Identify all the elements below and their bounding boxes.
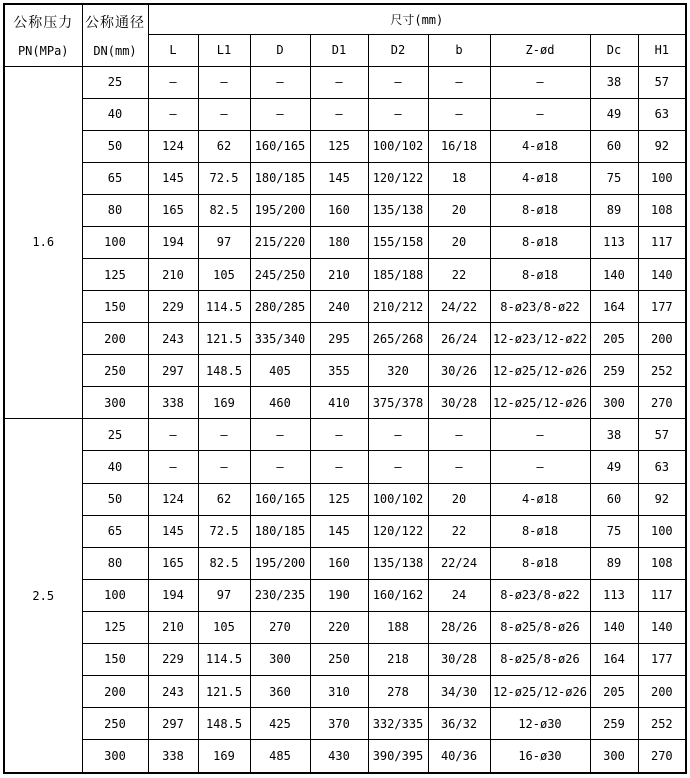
col-header-d: D (250, 34, 310, 66)
dimension-value-cell: 160/162 (368, 579, 428, 611)
dimension-table (3, 3, 687, 774)
dimension-value-cell: 100 (638, 515, 686, 547)
dn-value-cell: 200 (82, 675, 148, 707)
dimension-value-cell: 295 (310, 323, 368, 355)
pn-value-cell: 2.5 (4, 419, 82, 773)
col-header-dc: Dc (590, 34, 638, 66)
table-row (4, 483, 686, 515)
dn-value-cell: 40 (82, 451, 148, 483)
dimension-value-cell: 180 (310, 226, 368, 258)
dimension-value-cell: – (428, 451, 490, 483)
dimension-value-cell: – (250, 419, 310, 451)
dimension-value-cell: 75 (590, 162, 638, 194)
table-row (4, 675, 686, 707)
dimension-value-cell: 155/158 (368, 226, 428, 258)
dimension-value-cell: 100/102 (368, 130, 428, 162)
dimension-value-cell: 220 (310, 611, 368, 643)
dimension-value-cell: 200 (638, 675, 686, 707)
dimension-value-cell: 92 (638, 483, 686, 515)
dimension-value-cell: 89 (590, 194, 638, 226)
dn-value-cell: 65 (82, 515, 148, 547)
dimension-value-cell: 194 (148, 579, 198, 611)
dimension-value-cell: – (198, 419, 250, 451)
dimension-value-cell: 60 (590, 130, 638, 162)
dimension-value-cell: – (250, 66, 310, 98)
dn-value-cell: 150 (82, 291, 148, 323)
dimension-value-cell: 57 (638, 419, 686, 451)
dimension-value-cell: 120/122 (368, 515, 428, 547)
dimension-value-cell: 49 (590, 98, 638, 130)
dimension-value-cell: 114.5 (198, 643, 250, 675)
dimension-value-cell: 105 (198, 611, 250, 643)
dn-value-cell: 150 (82, 643, 148, 675)
dimension-value-cell: 63 (638, 451, 686, 483)
dn-value-cell: 125 (82, 258, 148, 290)
dimension-value-cell: 338 (148, 387, 198, 419)
col-header-d1: D1 (310, 34, 368, 66)
dimension-value-cell: 24/22 (428, 291, 490, 323)
dn-value-cell: 50 (82, 483, 148, 515)
dimension-value-cell: 194 (148, 226, 198, 258)
dimension-value-cell: 205 (590, 323, 638, 355)
dimension-value-cell: 215/220 (250, 226, 310, 258)
table-body (4, 66, 686, 773)
dimension-value-cell: 12-ø25/12-ø26 (490, 675, 590, 707)
dimension-value-cell: 195/200 (250, 547, 310, 579)
dimension-value-cell: 34/30 (428, 675, 490, 707)
dimension-value-cell: 63 (638, 98, 686, 130)
dimension-value-cell: 140 (590, 258, 638, 290)
table-row (4, 258, 686, 290)
dimension-value-cell: 12-ø30 (490, 708, 590, 740)
dimension-value-cell: 164 (590, 643, 638, 675)
dimension-value-cell: 145 (310, 515, 368, 547)
dimension-value-cell: 4-ø18 (490, 162, 590, 194)
dimension-value-cell: 145 (148, 162, 198, 194)
dimension-value-cell: 177 (638, 291, 686, 323)
dimension-value-cell: 160 (310, 547, 368, 579)
dn-value-cell: 100 (82, 579, 148, 611)
dimension-value-cell: 135/138 (368, 547, 428, 579)
col-header-l1: L1 (198, 34, 250, 66)
dn-value-cell: 125 (82, 611, 148, 643)
dimension-value-cell: 148.5 (198, 355, 250, 387)
dimension-value-cell: 22 (428, 258, 490, 290)
dimension-value-cell: 210 (310, 258, 368, 290)
dimension-value-cell: – (198, 451, 250, 483)
dimension-value-cell: 72.5 (198, 162, 250, 194)
col-header-h1: H1 (638, 34, 686, 66)
dimension-value-cell: 124 (148, 130, 198, 162)
dn-value-cell: 25 (82, 419, 148, 451)
dimension-value-cell: 145 (148, 515, 198, 547)
dimension-value-cell: 160/165 (250, 130, 310, 162)
col-header-size-group: 尺寸(mm) (148, 4, 686, 34)
dimension-value-cell: 121.5 (198, 675, 250, 707)
dimension-value-cell: 180/185 (250, 162, 310, 194)
dimension-value-cell: 62 (198, 130, 250, 162)
dimension-value-cell: 210 (148, 611, 198, 643)
dimension-value-cell: – (148, 451, 198, 483)
dimension-value-cell: 36/32 (428, 708, 490, 740)
col-header-diameter (82, 4, 148, 66)
dimension-value-cell: 145 (310, 162, 368, 194)
table-row (4, 226, 686, 258)
dimension-value-cell: – (310, 419, 368, 451)
dimension-value-cell: 160/165 (250, 483, 310, 515)
dn-value-cell: 300 (82, 387, 148, 419)
dimension-value-cell: 169 (198, 740, 250, 773)
table-row (4, 419, 686, 451)
dimension-value-cell: 297 (148, 708, 198, 740)
dimension-value-cell: 259 (590, 355, 638, 387)
table-row (4, 130, 686, 162)
dimension-value-cell: 360 (250, 675, 310, 707)
dimension-value-cell: 20 (428, 226, 490, 258)
dimension-value-cell: 4-ø18 (490, 483, 590, 515)
dimension-value-cell: 245/250 (250, 258, 310, 290)
dimension-value-cell: 117 (638, 226, 686, 258)
dimension-value-cell: – (148, 66, 198, 98)
dimension-value-cell: 160 (310, 194, 368, 226)
dimension-value-cell: 124 (148, 483, 198, 515)
dimension-value-cell: 30/28 (428, 387, 490, 419)
table-row (4, 611, 686, 643)
dn-value-cell: 250 (82, 355, 148, 387)
dimension-value-cell: 310 (310, 675, 368, 707)
dimension-value-cell: 165 (148, 547, 198, 579)
dimension-value-cell: 230/235 (250, 579, 310, 611)
dimension-value-cell: 375/378 (368, 387, 428, 419)
table-row (4, 740, 686, 773)
pressure-header-unit: PN(MPa) (17, 44, 69, 59)
dimension-value-cell: 105 (198, 258, 250, 290)
dimension-value-cell: 270 (638, 740, 686, 773)
dimension-value-cell: 460 (250, 387, 310, 419)
dimension-value-cell: 229 (148, 643, 198, 675)
dimension-value-cell: 243 (148, 675, 198, 707)
dimension-value-cell: 177 (638, 643, 686, 675)
dimension-value-cell: 49 (590, 451, 638, 483)
dimension-value-cell: 338 (148, 740, 198, 773)
dimension-value-cell: 120/122 (368, 162, 428, 194)
dimension-value-cell: – (490, 66, 590, 98)
dimension-value-cell: 125 (310, 483, 368, 515)
dimension-value-cell: 390/395 (368, 740, 428, 773)
dimension-value-cell: 297 (148, 355, 198, 387)
dimension-value-cell: 355 (310, 355, 368, 387)
dimension-value-cell: 22/24 (428, 547, 490, 579)
dimension-value-cell: 8-ø25/8-ø26 (490, 643, 590, 675)
dimension-value-cell: 218 (368, 643, 428, 675)
dimension-value-cell: 8-ø25/8-ø26 (490, 611, 590, 643)
dimension-value-cell: 30/28 (428, 643, 490, 675)
dimension-value-cell: – (310, 66, 368, 98)
dimension-value-cell: 100/102 (368, 483, 428, 515)
table-row (4, 451, 686, 483)
dimension-value-cell: 12-ø25/12-ø26 (490, 387, 590, 419)
dimension-value-cell: 8-ø18 (490, 194, 590, 226)
table-row (4, 98, 686, 130)
dimension-value-cell: 250 (310, 643, 368, 675)
dimension-value-cell: 8-ø23/8-ø22 (490, 579, 590, 611)
header-row-top (4, 4, 686, 34)
dimension-value-cell: 243 (148, 323, 198, 355)
dimension-value-cell: 140 (590, 611, 638, 643)
dimension-value-cell: 425 (250, 708, 310, 740)
dimension-value-cell: 270 (250, 611, 310, 643)
dimension-value-cell: 300 (250, 643, 310, 675)
col-header-d2: D2 (368, 34, 428, 66)
dimension-value-cell: 430 (310, 740, 368, 773)
pressure-header-title: 公称压力 (13, 15, 74, 32)
dimension-value-cell: 169 (198, 387, 250, 419)
table-header (4, 4, 686, 66)
dimension-value-cell: 28/26 (428, 611, 490, 643)
dimension-value-cell: 26/24 (428, 323, 490, 355)
dimension-value-cell: 195/200 (250, 194, 310, 226)
pn-value-cell: 1.6 (4, 66, 82, 419)
dimension-value-cell: 40/36 (428, 740, 490, 773)
dimension-value-cell: 38 (590, 419, 638, 451)
col-header-b: b (428, 34, 490, 66)
dn-value-cell: 50 (82, 130, 148, 162)
dimension-value-cell: – (310, 98, 368, 130)
dn-value-cell: 25 (82, 66, 148, 98)
dimension-value-cell: 188 (368, 611, 428, 643)
table-row (4, 387, 686, 419)
dn-value-cell: 300 (82, 740, 148, 773)
dimension-value-cell: 8-ø18 (490, 515, 590, 547)
dimension-value-cell: 405 (250, 355, 310, 387)
dimension-value-cell: 300 (590, 387, 638, 419)
dn-value-cell: 40 (82, 98, 148, 130)
dimension-value-cell: 12-ø23/12-ø22 (490, 323, 590, 355)
dimension-value-cell: 135/138 (368, 194, 428, 226)
table-row (4, 66, 686, 98)
dn-value-cell: 80 (82, 194, 148, 226)
diameter-header-title: 公称通径 (85, 15, 145, 32)
dimension-value-cell: 164 (590, 291, 638, 323)
dn-value-cell: 200 (82, 323, 148, 355)
col-header-z-od: Z-ød (490, 34, 590, 66)
col-header-pressure (4, 4, 82, 66)
table-row (4, 323, 686, 355)
dimension-value-cell: – (368, 98, 428, 130)
dimension-value-cell: – (250, 451, 310, 483)
dimension-value-cell: 300 (590, 740, 638, 773)
dimension-value-cell: – (368, 419, 428, 451)
dimension-value-cell: 16/18 (428, 130, 490, 162)
table-row (4, 708, 686, 740)
dimension-value-cell: – (198, 98, 250, 130)
dimension-value-cell: 16-ø30 (490, 740, 590, 773)
dimension-value-cell: 117 (638, 579, 686, 611)
dimension-value-cell: – (428, 98, 490, 130)
dimension-value-cell: 270 (638, 387, 686, 419)
dimension-value-cell: 180/185 (250, 515, 310, 547)
dimension-value-cell: 210/212 (368, 291, 428, 323)
dimension-value-cell: 148.5 (198, 708, 250, 740)
table-row (4, 579, 686, 611)
dimension-value-cell: 280/285 (250, 291, 310, 323)
table-row (4, 162, 686, 194)
dimension-value-cell: 410 (310, 387, 368, 419)
dimension-value-cell: – (368, 66, 428, 98)
dimension-value-cell: 140 (638, 258, 686, 290)
dn-value-cell: 100 (82, 226, 148, 258)
dimension-value-cell: 8-ø18 (490, 547, 590, 579)
dimension-value-cell: 72.5 (198, 515, 250, 547)
dimension-value-cell: 320 (368, 355, 428, 387)
dn-value-cell: 65 (82, 162, 148, 194)
table-row (4, 291, 686, 323)
dimension-value-cell: 82.5 (198, 547, 250, 579)
dimension-value-cell: – (490, 451, 590, 483)
dimension-value-cell: 57 (638, 66, 686, 98)
dimension-value-cell: 24 (428, 579, 490, 611)
dimension-value-cell: 108 (638, 547, 686, 579)
dimension-value-cell: 8-ø18 (490, 258, 590, 290)
dimension-value-cell: – (428, 66, 490, 98)
dimension-value-cell: – (148, 98, 198, 130)
dimension-value-cell: – (490, 419, 590, 451)
dimension-value-cell: 60 (590, 483, 638, 515)
dimension-value-cell: – (148, 419, 198, 451)
dimension-value-cell: 121.5 (198, 323, 250, 355)
dimension-value-cell: 92 (638, 130, 686, 162)
dimension-value-cell: 12-ø25/12-ø26 (490, 355, 590, 387)
dimension-value-cell: 229 (148, 291, 198, 323)
dimension-value-cell: 75 (590, 515, 638, 547)
dimension-value-cell: 97 (198, 226, 250, 258)
dimension-value-cell: 140 (638, 611, 686, 643)
dn-value-cell: 250 (82, 708, 148, 740)
dimension-value-cell: 30/26 (428, 355, 490, 387)
dimension-value-cell: 259 (590, 708, 638, 740)
dimension-value-cell: 185/188 (368, 258, 428, 290)
dimension-value-cell: 200 (638, 323, 686, 355)
dimension-value-cell: – (490, 98, 590, 130)
dimension-value-cell: 114.5 (198, 291, 250, 323)
dimension-value-cell: 8-ø23/8-ø22 (490, 291, 590, 323)
dimension-value-cell: 210 (148, 258, 198, 290)
dimension-value-cell: 38 (590, 66, 638, 98)
dimension-value-cell: 100 (638, 162, 686, 194)
dimension-value-cell: 97 (198, 579, 250, 611)
dimension-value-cell: – (368, 451, 428, 483)
dimension-value-cell: 485 (250, 740, 310, 773)
dimension-value-cell: 252 (638, 708, 686, 740)
dimension-value-cell: – (198, 66, 250, 98)
dimension-value-cell: 205 (590, 675, 638, 707)
dimension-value-cell: 332/335 (368, 708, 428, 740)
dimension-value-cell: 89 (590, 547, 638, 579)
dimension-value-cell: 370 (310, 708, 368, 740)
dimension-value-cell: 82.5 (198, 194, 250, 226)
table-row (4, 515, 686, 547)
dimension-value-cell: – (428, 419, 490, 451)
dimension-value-cell: 113 (590, 579, 638, 611)
table-row (4, 355, 686, 387)
dimension-value-cell: 278 (368, 675, 428, 707)
dimension-value-cell: 22 (428, 515, 490, 547)
dimension-value-cell: 265/268 (368, 323, 428, 355)
dimension-value-cell: 4-ø18 (490, 130, 590, 162)
dimension-value-cell: 240 (310, 291, 368, 323)
dimension-value-cell: 125 (310, 130, 368, 162)
dn-value-cell: 80 (82, 547, 148, 579)
diameter-header-unit: DN(mm) (93, 44, 137, 59)
dimension-value-cell: 165 (148, 194, 198, 226)
table-row (4, 194, 686, 226)
dimension-value-cell: 8-ø18 (490, 226, 590, 258)
dimension-value-cell: 335/340 (250, 323, 310, 355)
table-row (4, 547, 686, 579)
dimension-value-cell: – (310, 451, 368, 483)
col-header-l: L (148, 34, 198, 66)
dimension-value-cell: 18 (428, 162, 490, 194)
dimension-value-cell: – (250, 98, 310, 130)
dimension-value-cell: 20 (428, 483, 490, 515)
dimension-value-cell: 113 (590, 226, 638, 258)
dimension-value-cell: 190 (310, 579, 368, 611)
dimension-value-cell: 20 (428, 194, 490, 226)
dimension-value-cell: 252 (638, 355, 686, 387)
dimension-value-cell: 62 (198, 483, 250, 515)
dimension-value-cell: 108 (638, 194, 686, 226)
table-row (4, 643, 686, 675)
